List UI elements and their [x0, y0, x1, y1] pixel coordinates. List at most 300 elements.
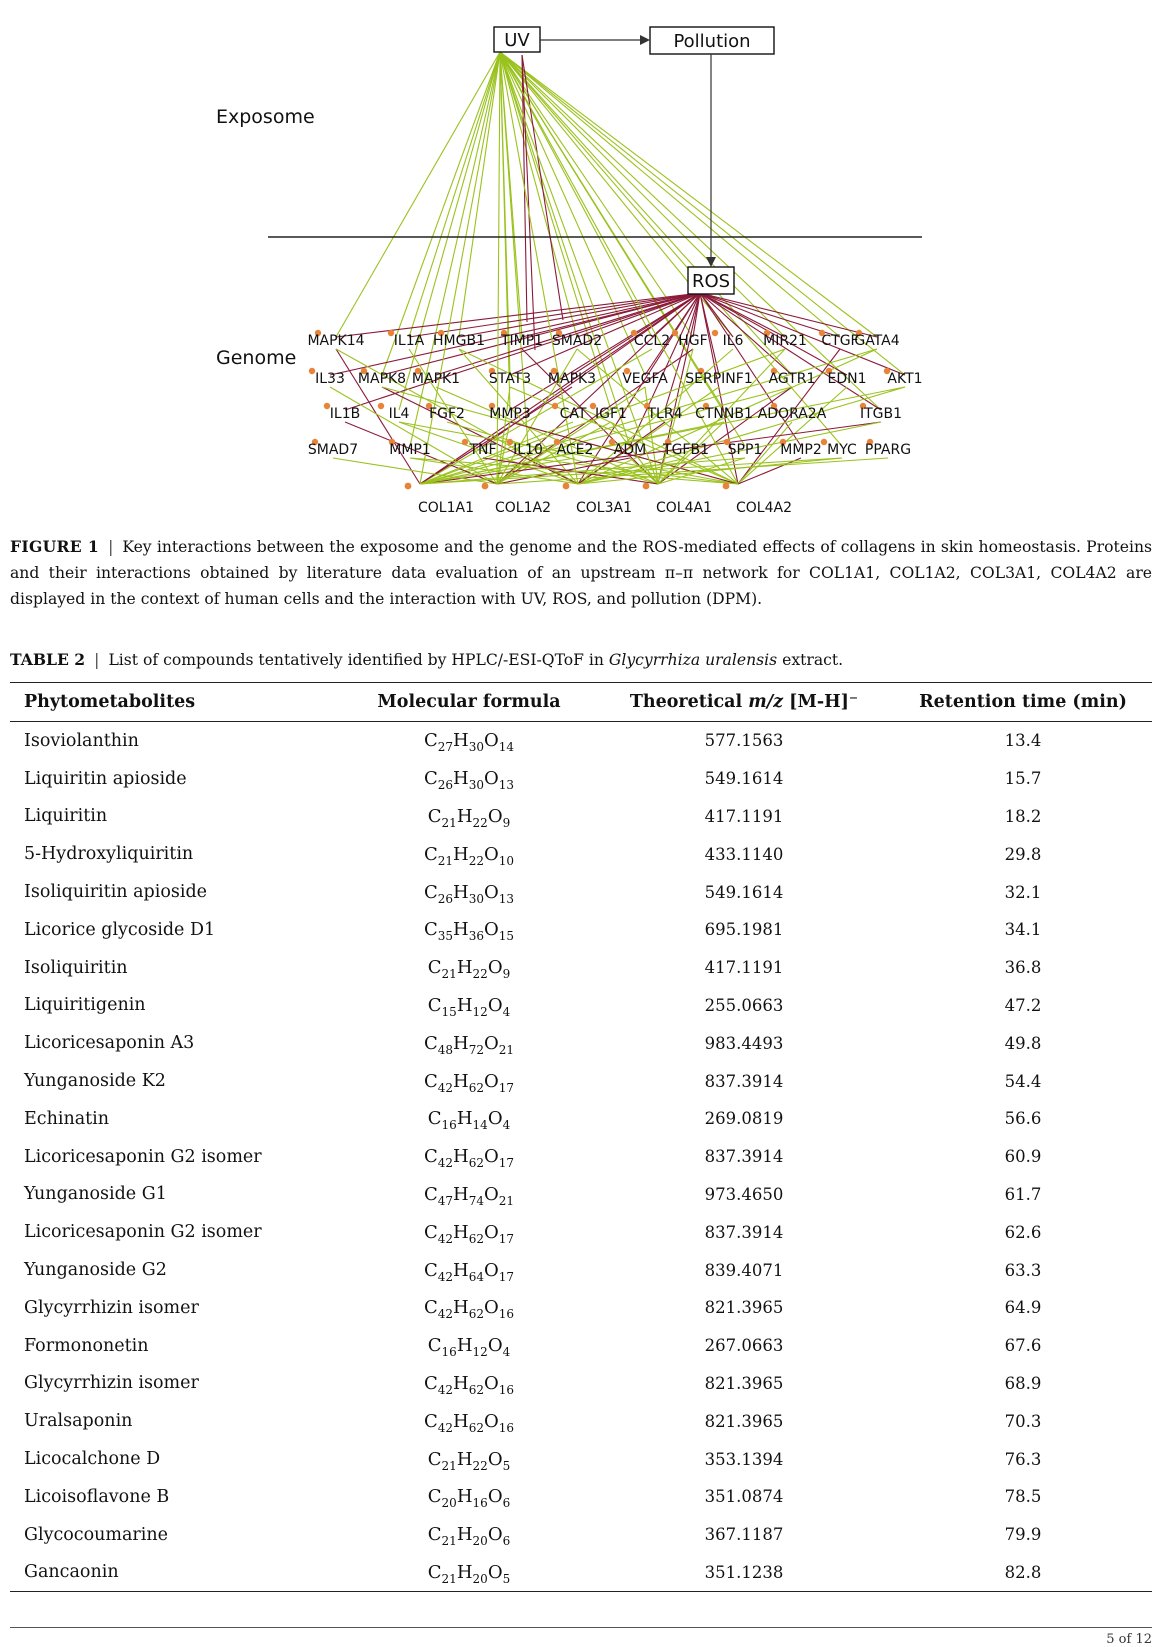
collagen-node — [643, 483, 650, 490]
header-retention-time: Retention time (min) — [894, 683, 1152, 722]
molecular-formula — [344, 798, 594, 836]
formula-element: O — [484, 730, 499, 752]
formula-element: O — [484, 881, 499, 903]
formula-count: 12 — [472, 1345, 488, 1360]
formula-element: C — [423, 768, 438, 790]
formula-count: 17 — [498, 1231, 515, 1246]
gene-label: PPARG — [864, 442, 912, 458]
molecular-formula — [344, 722, 594, 760]
formula-element: H — [453, 1259, 469, 1281]
theoretical-mz: 417.1191 — [704, 806, 784, 826]
gene-label: SMAD2 — [551, 333, 603, 349]
formula-element: O — [487, 1486, 503, 1508]
table-header-row — [10, 683, 1152, 722]
table-title-species: Glycyrrhiza uralensis — [608, 651, 778, 669]
theoretical-mz: 367.1187 — [704, 1525, 784, 1545]
formula-count: 47 — [437, 1193, 454, 1208]
formula-count: 16 — [498, 1420, 515, 1435]
table-row — [10, 798, 1152, 836]
formula-element: H — [456, 957, 473, 979]
compound-name: Yunganoside G2 — [24, 1260, 167, 1281]
table-row — [10, 1365, 1152, 1403]
retention-time: 61.7 — [1004, 1184, 1042, 1204]
gene-label: MAPK8 — [357, 371, 407, 387]
retention-time: 29.8 — [1004, 844, 1042, 864]
formula-element: C — [423, 1032, 438, 1054]
formula-element: H — [456, 1524, 473, 1546]
retention-time: 54.4 — [1004, 1071, 1042, 1091]
formula-element: C — [423, 881, 438, 903]
gene-label: ADORA2A — [757, 406, 827, 422]
exposome-label: Exposome — [216, 106, 315, 128]
formula-count: 6 — [502, 1534, 511, 1549]
table-row — [10, 1327, 1152, 1365]
formula-count: 21 — [437, 853, 454, 868]
formula-count: 4 — [502, 1118, 511, 1133]
molecular-formula — [344, 1100, 594, 1138]
theoretical-mz: 695.1981 — [704, 920, 784, 940]
formula-count: 21 — [498, 1042, 515, 1057]
gene-label: FGF2 — [429, 406, 465, 422]
uv-activation-edge — [500, 52, 905, 375]
formula-count: 16 — [441, 1118, 457, 1133]
formula-element: O — [484, 1372, 499, 1394]
formula-count: 22 — [472, 1458, 488, 1473]
compound-name: Liquiritin — [24, 806, 108, 827]
gene-label: TNF — [469, 442, 497, 458]
formula-element: C — [427, 1486, 442, 1508]
retention-time: 63.3 — [1004, 1260, 1042, 1280]
page-number: 5 of 12 — [1106, 1632, 1152, 1647]
ros-edge — [700, 293, 881, 410]
formula-count: 27 — [437, 740, 454, 755]
gene-label: TIMP1 — [500, 333, 544, 349]
compound-name: Licoisoflavone B — [24, 1486, 170, 1507]
gene-label: ADM — [613, 442, 647, 458]
theoretical-mz: 837.3914 — [704, 1071, 784, 1091]
retention-time: 62.6 — [1004, 1222, 1042, 1242]
formula-count: 9 — [502, 815, 511, 830]
formula-count: 22 — [472, 967, 488, 982]
formula-count: 6 — [502, 1496, 511, 1511]
table-row — [10, 1138, 1152, 1176]
gene-label: CCL2 — [633, 333, 671, 349]
gene-label: ACE2 — [556, 442, 594, 458]
theoretical-mz: 353.1394 — [704, 1449, 784, 1469]
formula-element: C — [427, 1335, 442, 1357]
formula-count: 22 — [468, 853, 484, 868]
theoretical-mz: 267.0663 — [704, 1336, 784, 1356]
caption-separator: | — [108, 538, 114, 556]
retention-time: 36.8 — [1004, 958, 1042, 978]
formula-element: C — [423, 1221, 438, 1243]
compound-name: Licoricesaponin G2 isomer — [24, 1146, 262, 1167]
molecular-formula — [344, 1402, 594, 1440]
formula-element: O — [487, 1335, 503, 1357]
header-molecular-formula: Molecular formula — [344, 683, 594, 722]
theoretical-mz: 269.0819 — [704, 1109, 784, 1129]
formula-element: O — [484, 1259, 499, 1281]
formula-element: H — [456, 1486, 473, 1508]
formula-count: 36 — [468, 929, 484, 944]
table-row — [10, 949, 1152, 987]
uv-activation-edge — [382, 52, 500, 375]
formula-count: 26 — [437, 778, 454, 793]
formula-count: 42 — [437, 1420, 454, 1435]
table-row — [10, 911, 1152, 949]
gene-node — [672, 330, 678, 336]
collagen-label: COL3A1 — [576, 500, 632, 516]
gene-node — [712, 330, 718, 336]
formula-element: C — [423, 1183, 438, 1205]
uv-activation-edge — [500, 52, 693, 337]
formula-element: H — [456, 994, 473, 1016]
gene-label: STAT3 — [488, 371, 532, 387]
molecular-formula — [344, 1327, 594, 1365]
formula-element: C — [427, 805, 442, 827]
table-row — [10, 1213, 1152, 1251]
compound-name: Liquiritigenin — [24, 995, 146, 1016]
formula-count: 5 — [502, 1571, 511, 1586]
theoretical-mz: 837.3914 — [704, 1147, 784, 1167]
retention-time: 70.3 — [1004, 1411, 1042, 1431]
gene-node — [378, 403, 384, 409]
page-bottom-rule — [10, 1627, 1152, 1628]
figure-label: FIGURE 1 — [10, 537, 100, 556]
formula-count: 42 — [437, 1156, 454, 1171]
table-row — [10, 1024, 1152, 1062]
header-theoretical-mz — [594, 683, 894, 722]
formula-element: O — [487, 994, 503, 1016]
molecular-formula — [344, 1365, 594, 1403]
gene-label: IL1A — [393, 333, 425, 349]
formula-count: 21 — [441, 1534, 457, 1549]
collagen-labels — [418, 500, 792, 516]
formula-element: C — [427, 1448, 442, 1470]
formula-count: 16 — [472, 1496, 488, 1511]
formula-element: H — [453, 1297, 469, 1319]
retention-time: 79.9 — [1004, 1525, 1042, 1545]
formula-count: 21 — [498, 1193, 515, 1208]
formula-element: H — [456, 1335, 473, 1357]
uv-activation-edge — [500, 52, 785, 337]
formula-element: C — [423, 1410, 438, 1432]
formula-element: H — [456, 1561, 473, 1583]
formula-count: 35 — [437, 929, 454, 944]
gene-label: MAPK14 — [307, 333, 365, 349]
gene-node — [552, 403, 558, 409]
compound-name: Formononetin — [24, 1335, 149, 1356]
formula-element: O — [487, 1524, 503, 1546]
formula-count: 62 — [468, 1307, 484, 1322]
theoretical-mz: 821.3965 — [704, 1298, 784, 1318]
gene-label: MAPK3 — [547, 371, 597, 387]
formula-count: 17 — [498, 1269, 515, 1284]
molecular-formula — [344, 1138, 594, 1176]
formula-count: 12 — [472, 1004, 488, 1019]
table-row — [10, 1402, 1152, 1440]
gene-label: AGTR1 — [768, 371, 816, 387]
formula-count: 42 — [437, 1307, 454, 1322]
formula-count: 10 — [498, 853, 515, 868]
formula-count: 21 — [441, 967, 457, 982]
table-row — [10, 1251, 1152, 1289]
formula-count: 9 — [502, 967, 511, 982]
pollution-to-ros-arrowhead — [706, 257, 716, 267]
compound-name: Isoliquiritin apioside — [24, 882, 208, 903]
theoretical-mz: 351.0874 — [704, 1487, 784, 1507]
table-row — [10, 1440, 1152, 1478]
compound-name: Uralsaponin — [24, 1411, 133, 1432]
formula-element: H — [453, 881, 469, 903]
gene-label: IL4 — [388, 406, 410, 422]
gene-label: SERPINF1 — [685, 371, 753, 387]
formula-element: O — [484, 1183, 499, 1205]
table-label: TABLE 2 — [10, 650, 86, 669]
gene-label: MYC — [827, 442, 857, 458]
gene-label: HGF — [678, 333, 708, 349]
gene-label: IL1B — [329, 406, 361, 422]
formula-element: H — [453, 1221, 469, 1243]
gene-label: CTNNB1 — [695, 406, 753, 422]
gene-label: HMGB1 — [433, 333, 485, 349]
gene-label: GATA4 — [854, 333, 900, 349]
theoretical-mz: 549.1614 — [704, 882, 784, 902]
compound-name: Glycyrrhizin isomer — [24, 1373, 199, 1394]
molecular-formula — [344, 1516, 594, 1554]
compound-name: Gancaonin — [10, 1554, 344, 1592]
formula-element: H — [453, 1183, 469, 1205]
formula-count: 16 — [498, 1382, 515, 1397]
header-mz-italic: m/z — [748, 692, 784, 712]
formula-count: 62 — [468, 1420, 484, 1435]
genome-label: Genome — [216, 347, 297, 369]
formula-count: 4 — [502, 1004, 511, 1019]
molecular-formula — [344, 1176, 594, 1214]
compound-name: Licoricesaponin A3 — [24, 1033, 195, 1054]
gene-label: MAPK1 — [411, 371, 461, 387]
gene-label: ITGB1 — [859, 406, 903, 422]
compound-name: Licoricesaponin G2 isomer — [24, 1222, 262, 1243]
collagen-label: COL1A2 — [495, 500, 551, 516]
formula-element: O — [484, 768, 499, 790]
retention-time: 47.2 — [1004, 995, 1042, 1015]
gene-label: MMP2 — [780, 442, 822, 458]
compound-name: Yunganoside K2 — [24, 1071, 166, 1092]
formula-count: 21 — [441, 1458, 457, 1473]
formula-count: 17 — [498, 1156, 515, 1171]
retention-time: 15.7 — [1004, 769, 1042, 789]
gene-label: MMP3 — [489, 406, 531, 422]
figure-1-network — [0, 0, 1160, 520]
collagen-label: COL1A1 — [418, 500, 474, 516]
uv-activation-edge — [336, 52, 500, 337]
formula-element: H — [453, 1372, 469, 1394]
retention-time: 64.9 — [1004, 1298, 1042, 1318]
molecular-formula — [344, 1213, 594, 1251]
theoretical-mz: 351.1238 — [594, 1554, 894, 1592]
retention-time: 13.4 — [1004, 731, 1042, 751]
formula-count: 14 — [498, 740, 515, 755]
gene-label: MMP1 — [389, 442, 431, 458]
formula-element: C — [423, 1372, 438, 1394]
formula-count: 62 — [468, 1080, 484, 1095]
table-title-separator: | — [94, 651, 100, 669]
formula-element: O — [484, 1410, 499, 1432]
gene-label: AKT1 — [887, 371, 923, 387]
formula-count: 20 — [441, 1496, 457, 1511]
formula-element: O — [487, 805, 503, 827]
formula-count: 4 — [502, 1345, 511, 1360]
formula-element: O — [484, 1297, 499, 1319]
formula-count: 62 — [468, 1382, 484, 1397]
uv-node-label: UV — [504, 30, 530, 51]
molecular-formula — [344, 1024, 594, 1062]
formula-element: C — [423, 843, 438, 865]
table-row — [10, 1554, 1152, 1592]
collagen-node — [723, 483, 730, 490]
gene-label: IL6 — [722, 333, 744, 349]
retention-time: 82.8 — [894, 1554, 1152, 1592]
formula-element: O — [487, 957, 503, 979]
table-row — [10, 987, 1152, 1025]
formula-element: O — [484, 1146, 499, 1168]
compound-name: 5-Hydroxyliquiritin — [24, 844, 194, 865]
compound-name: Isoviolanthin — [24, 730, 139, 751]
molecular-formula — [344, 949, 594, 987]
formula-count: 30 — [468, 740, 484, 755]
ros-edge — [700, 293, 877, 337]
collagen-node — [405, 483, 412, 490]
formula-element: C — [423, 1070, 438, 1092]
formula-count: 20 — [472, 1534, 488, 1549]
formula-count: 30 — [468, 778, 484, 793]
formula-element: H — [453, 1410, 469, 1432]
formula-count: 64 — [468, 1269, 484, 1284]
formula-count: 20 — [472, 1571, 488, 1586]
formula-element: H — [456, 805, 473, 827]
theoretical-mz: 839.4071 — [704, 1260, 784, 1280]
formula-element: C — [427, 1561, 442, 1583]
formula-count: 42 — [437, 1382, 454, 1397]
formula-element: O — [484, 1221, 499, 1243]
table-title-text: List of compounds tentatively identified by HPLC/-ESI-QToF in — [108, 651, 604, 669]
collagen-node — [482, 483, 489, 490]
formula-element: H — [456, 1448, 473, 1470]
formula-element: H — [453, 730, 469, 752]
molecular-formula — [344, 1062, 594, 1100]
table-row — [10, 873, 1152, 911]
ros-node-label: ROS — [691, 271, 731, 292]
molecular-formula — [344, 1440, 594, 1478]
formula-count: 17 — [498, 1080, 515, 1095]
retention-time: 56.6 — [1004, 1109, 1042, 1129]
formula-count: 13 — [498, 778, 515, 793]
retention-time: 68.9 — [1004, 1373, 1042, 1393]
theoretical-mz: 577.1563 — [704, 731, 784, 751]
retention-time: 67.6 — [1004, 1336, 1042, 1356]
formula-element: C — [427, 957, 442, 979]
header-phytometabolites: Phytometabolites — [10, 683, 344, 722]
theoretical-mz: 255.0663 — [704, 995, 784, 1015]
gene-label: IL33 — [315, 371, 345, 387]
theoretical-mz: 433.1140 — [704, 844, 784, 864]
uv-activation-edge — [500, 52, 840, 337]
formula-count: 15 — [498, 929, 515, 944]
molecular-formula — [344, 1289, 594, 1327]
table-row — [10, 835, 1152, 873]
uv-activation-edge — [459, 52, 500, 337]
formula-count: 16 — [498, 1307, 515, 1322]
formula-element: H — [453, 1146, 469, 1168]
formula-element: O — [484, 919, 499, 941]
theoretical-mz: 417.1191 — [704, 958, 784, 978]
molecular-formula — [344, 911, 594, 949]
formula-element: H — [453, 1032, 469, 1054]
formula-element: H — [453, 843, 469, 865]
formula-count: 22 — [472, 815, 488, 830]
table-row — [10, 1176, 1152, 1214]
formula-count: 21 — [441, 815, 457, 830]
formula-count: 21 — [441, 1571, 457, 1586]
formula-element: C — [423, 730, 438, 752]
molecular-formula — [344, 987, 594, 1025]
formula-element: C — [423, 1297, 438, 1319]
retention-time: 60.9 — [1004, 1147, 1042, 1167]
formula-element: C — [427, 1524, 442, 1546]
retention-time: 76.3 — [1004, 1449, 1042, 1469]
compound-name: Isoliquiritin — [24, 957, 128, 978]
formula-element: O — [487, 1448, 503, 1470]
formula-count: 15 — [441, 1004, 457, 1019]
formula-element: H — [453, 919, 469, 941]
table-body — [10, 722, 1152, 1592]
table-row — [10, 1478, 1152, 1516]
retention-time: 49.8 — [1004, 1033, 1042, 1053]
formula-element: H — [453, 768, 469, 790]
formula-element: O — [484, 1032, 499, 1054]
collagen-label: COL4A2 — [736, 500, 792, 516]
gene-label: CTGF — [821, 333, 859, 349]
retention-time: 32.1 — [1004, 882, 1042, 902]
table-row — [10, 1516, 1152, 1554]
uv-activation-edge — [409, 52, 500, 337]
molecular-formula — [344, 873, 594, 911]
molecular-formula — [344, 1251, 594, 1289]
theoretical-mz: 821.3965 — [704, 1411, 784, 1431]
gene-label: IL10 — [513, 442, 543, 458]
table-row — [10, 1100, 1152, 1138]
network-diagram — [0, 0, 1160, 520]
gene-node — [462, 439, 468, 445]
formula-count: 42 — [437, 1231, 454, 1246]
gene-label: EDN1 — [827, 371, 867, 387]
formula-count: 14 — [472, 1118, 488, 1133]
compound-name: Glycocoumarine — [24, 1524, 169, 1545]
theoretical-mz: 837.3914 — [704, 1222, 784, 1242]
compound-name: Liquiritin apioside — [24, 768, 187, 789]
gene-label: CAT — [559, 406, 587, 422]
formula-element: O — [484, 1070, 499, 1092]
formula-count: 13 — [498, 891, 515, 906]
molecular-formula — [344, 1554, 594, 1592]
theoretical-mz: 549.1614 — [704, 769, 784, 789]
compound-name: Licorice glycoside D1 — [24, 919, 216, 940]
table-row — [10, 722, 1152, 760]
retention-time: 78.5 — [1004, 1487, 1042, 1507]
theoretical-mz: 821.3965 — [704, 1373, 784, 1393]
collagen-label: COL4A1 — [656, 500, 712, 516]
